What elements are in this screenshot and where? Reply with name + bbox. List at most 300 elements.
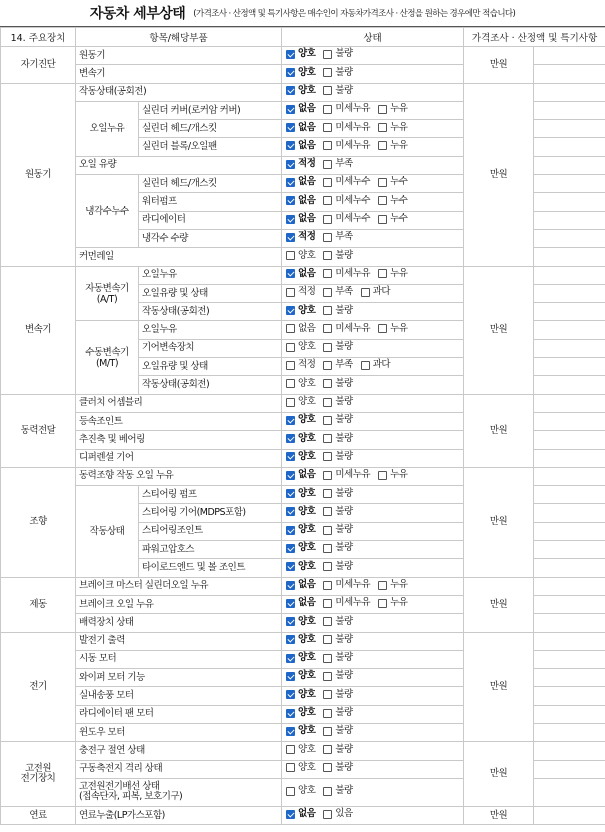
state-option[interactable] (286, 708, 315, 718)
checkbox-icon[interactable] (323, 787, 332, 796)
checked-checkbox-icon[interactable] (286, 123, 295, 132)
remarks-cell[interactable] (534, 229, 605, 247)
inspection-table (0, 27, 605, 825)
checkbox-icon[interactable] (323, 544, 332, 553)
state-option-label: 없음 (298, 121, 316, 133)
state-option[interactable] (361, 287, 390, 297)
state-option[interactable] (323, 49, 352, 59)
checkbox-icon[interactable] (286, 288, 295, 297)
remarks-cell[interactable] (534, 101, 605, 119)
state-option[interactable] (323, 434, 352, 444)
item-label: 연료누출(LP가스포함) (76, 806, 282, 824)
state-cell (282, 266, 464, 284)
remarks-cell[interactable] (534, 504, 605, 522)
state-option-label: 적정 (298, 286, 316, 298)
state-option[interactable] (286, 543, 315, 553)
state-option[interactable] (323, 452, 352, 462)
state-option[interactable] (323, 786, 352, 796)
remarks-cell[interactable] (534, 412, 605, 430)
price-cell[interactable]: 만원 (464, 394, 534, 467)
major-device-cell: 원동기 (1, 83, 76, 266)
state-option[interactable] (286, 635, 315, 645)
checkbox-icon[interactable] (286, 763, 295, 772)
major-device-cell: 동력전달 (1, 394, 76, 467)
state-option[interactable] (323, 543, 352, 553)
remarks-cell[interactable] (534, 742, 605, 760)
checkbox-icon[interactable] (323, 269, 332, 278)
checkbox-icon[interactable] (286, 745, 295, 754)
state-option[interactable] (378, 470, 407, 480)
state-option[interactable] (323, 708, 352, 718)
checked-checkbox-icon[interactable] (286, 526, 295, 535)
state-option[interactable] (286, 324, 315, 334)
state-option[interactable] (378, 123, 407, 133)
remarks-cell[interactable] (534, 358, 605, 376)
price-cell[interactable]: 만원 (464, 83, 534, 266)
item-label: 구동축전지 격리 상태 (76, 760, 282, 778)
state-option[interactable] (286, 232, 315, 242)
state-option-label: 불량 (335, 743, 353, 755)
price-cell[interactable]: 만원 (464, 632, 534, 742)
checkbox-icon[interactable] (286, 379, 295, 388)
remarks-cell[interactable] (534, 806, 605, 824)
item-label: 브레이크 오일 누유 (76, 595, 282, 613)
checked-checkbox-icon[interactable] (286, 68, 295, 77)
remarks-cell[interactable] (534, 211, 605, 229)
state-option-label: 양호 (298, 688, 316, 700)
remarks-cell[interactable] (534, 705, 605, 723)
checkbox-icon[interactable] (323, 196, 332, 205)
checkbox-icon[interactable] (323, 507, 332, 516)
remarks-cell[interactable] (534, 248, 605, 266)
price-cell[interactable]: 만원 (464, 742, 534, 807)
state-option-label: 불량 (335, 304, 353, 316)
state-option[interactable] (286, 159, 315, 169)
checkbox-icon[interactable] (323, 379, 332, 388)
checkbox-icon[interactable] (323, 690, 332, 699)
checkbox-icon[interactable] (323, 581, 332, 590)
checkbox-icon[interactable] (323, 105, 332, 114)
checkbox-icon[interactable] (286, 787, 295, 796)
state-option-label: 양호 (298, 560, 316, 572)
state-option[interactable] (286, 269, 315, 279)
state-option[interactable] (323, 360, 352, 370)
state-option[interactable] (378, 269, 407, 279)
state-cell (282, 284, 464, 302)
state-option[interactable] (378, 324, 407, 334)
checked-checkbox-icon[interactable] (286, 233, 295, 242)
state-option-label: 있음 (335, 808, 353, 820)
checked-checkbox-icon[interactable] (286, 599, 295, 608)
state-option[interactable] (323, 269, 370, 279)
remarks-cell[interactable] (534, 687, 605, 705)
checkbox-icon[interactable] (378, 215, 387, 224)
item-label: 커먼레일 (76, 248, 282, 266)
state-option[interactable] (323, 690, 352, 700)
state-option[interactable] (323, 251, 352, 261)
checkbox-icon[interactable] (323, 489, 332, 498)
state-option[interactable] (286, 196, 315, 206)
state-option[interactable] (378, 214, 407, 224)
remarks-cell[interactable] (534, 339, 605, 357)
checkbox-icon[interactable] (323, 654, 332, 663)
remarks-cell[interactable] (534, 449, 605, 467)
state-option[interactable] (323, 562, 352, 572)
checked-checkbox-icon[interactable] (286, 452, 295, 461)
remarks-cell[interactable] (534, 614, 605, 632)
state-option[interactable] (286, 726, 315, 736)
state-option[interactable] (286, 507, 315, 517)
state-option[interactable] (323, 397, 352, 407)
checkbox-icon[interactable] (323, 416, 332, 425)
checkbox-icon[interactable] (378, 141, 387, 150)
checkbox-icon[interactable] (361, 361, 370, 370)
state-option-label: 누유 (390, 139, 408, 151)
state-option[interactable] (286, 489, 315, 499)
state-option[interactable] (323, 232, 352, 242)
item-label: 타이로드엔드 및 볼 조인트 (139, 559, 282, 577)
checked-checkbox-icon[interactable] (286, 581, 295, 590)
state-option[interactable] (323, 580, 370, 590)
remarks-cell[interactable] (534, 65, 605, 83)
checked-checkbox-icon[interactable] (286, 215, 295, 224)
checked-checkbox-icon[interactable] (286, 178, 295, 187)
state-option[interactable] (286, 86, 315, 96)
remarks-cell[interactable] (534, 486, 605, 504)
state-option[interactable] (286, 379, 315, 389)
remarks-cell[interactable] (534, 632, 605, 650)
state-option-label: 양호 (298, 48, 316, 60)
checkbox-icon[interactable] (378, 105, 387, 114)
checkbox-icon[interactable] (378, 324, 387, 333)
remarks-cell[interactable] (534, 431, 605, 449)
checkbox-icon[interactable] (323, 178, 332, 187)
checked-checkbox-icon[interactable] (286, 489, 295, 498)
checkbox-icon[interactable] (323, 727, 332, 736)
state-option[interactable] (286, 397, 315, 407)
checkbox-icon[interactable] (323, 68, 332, 77)
state-option[interactable] (378, 141, 407, 151)
state-option[interactable] (323, 470, 370, 480)
state-option[interactable] (286, 415, 315, 425)
checkbox-icon[interactable] (323, 635, 332, 644)
checked-checkbox-icon[interactable] (286, 544, 295, 553)
checkbox-icon[interactable] (323, 160, 332, 169)
state-option[interactable] (323, 617, 352, 627)
state-cell (282, 687, 464, 705)
state-option[interactable] (286, 104, 315, 114)
major-device-cell: 조향 (1, 467, 76, 577)
checkbox-icon[interactable] (323, 306, 332, 315)
checkbox-icon[interactable] (323, 343, 332, 352)
checkbox-icon[interactable] (323, 50, 332, 59)
checkbox-icon[interactable] (286, 251, 295, 260)
state-option[interactable] (286, 306, 315, 316)
checked-checkbox-icon[interactable] (286, 727, 295, 736)
checkbox-icon[interactable] (378, 123, 387, 132)
checkbox-icon[interactable] (323, 434, 332, 443)
state-option[interactable] (286, 598, 315, 608)
state-option[interactable] (323, 635, 352, 645)
table-row (1, 394, 605, 412)
remarks-cell[interactable] (534, 321, 605, 339)
state-option[interactable] (286, 562, 315, 572)
state-option[interactable] (323, 104, 370, 114)
checked-checkbox-icon[interactable] (286, 196, 295, 205)
state-option-label: 누수 (390, 213, 408, 225)
checkbox-icon[interactable] (323, 745, 332, 754)
remarks-cell[interactable] (534, 760, 605, 778)
state-cell (282, 47, 464, 65)
state-option[interactable] (286, 287, 315, 297)
remarks-cell[interactable] (534, 394, 605, 412)
form-note: (가격조사 · 산정액 및 특기사항은 매수인이 자동차가격조사 · 산정을 원하는 경우에만 적습니다) (193, 9, 516, 19)
remarks-cell[interactable] (534, 138, 605, 156)
state-option-label: 불량 (335, 560, 353, 572)
state-option[interactable] (286, 470, 315, 480)
item-label: 디퍼렌셜 기어 (76, 449, 282, 467)
price-cell[interactable]: 만원 (464, 806, 534, 824)
state-option-label: 불량 (335, 414, 353, 426)
checkbox-icon[interactable] (323, 141, 332, 150)
checkbox-icon[interactable] (323, 215, 332, 224)
checkbox-icon[interactable] (378, 581, 387, 590)
state-option[interactable] (286, 177, 315, 187)
state-option[interactable] (286, 360, 315, 370)
state-option[interactable] (323, 196, 370, 206)
sub-group-cell: 수동변속기 (M/T) (76, 321, 139, 394)
remarks-cell[interactable] (534, 723, 605, 741)
checkbox-icon[interactable] (378, 599, 387, 608)
checkbox-icon[interactable] (323, 810, 332, 819)
state-option[interactable] (323, 306, 352, 316)
checked-checkbox-icon[interactable] (286, 617, 295, 626)
price-cell[interactable]: 만원 (464, 577, 534, 632)
state-option[interactable] (378, 580, 407, 590)
state-option[interactable] (323, 489, 352, 499)
checkbox-icon[interactable] (323, 526, 332, 535)
price-cell[interactable]: 만원 (464, 266, 534, 394)
checkbox-icon[interactable] (323, 251, 332, 260)
state-option[interactable] (323, 745, 352, 755)
item-label: 냉각수 수량 (139, 229, 282, 247)
major-device-cell: 고전원 전기장치 (1, 742, 76, 807)
state-option[interactable] (323, 653, 352, 663)
state-option[interactable] (323, 809, 352, 819)
checkbox-icon[interactable] (286, 398, 295, 407)
remarks-cell[interactable] (534, 467, 605, 485)
checkbox-icon[interactable] (323, 452, 332, 461)
state-option[interactable] (323, 671, 352, 681)
state-option[interactable] (378, 598, 407, 608)
state-option[interactable] (323, 598, 370, 608)
checkbox-icon[interactable] (361, 288, 370, 297)
state-option-label: 불량 (335, 48, 353, 60)
state-option[interactable] (286, 653, 315, 663)
state-cell (282, 650, 464, 668)
checkbox-icon[interactable] (378, 196, 387, 205)
item-label: 클러치 어셈블리 (76, 394, 282, 412)
checked-checkbox-icon[interactable] (286, 507, 295, 516)
remarks-cell[interactable] (534, 650, 605, 668)
remarks-cell[interactable] (534, 541, 605, 559)
state-cell (282, 120, 464, 138)
state-option-label: 양호 (298, 432, 316, 444)
state-option[interactable] (323, 141, 370, 151)
remarks-cell[interactable] (534, 577, 605, 595)
checked-checkbox-icon[interactable] (286, 562, 295, 571)
state-option[interactable] (378, 104, 407, 114)
state-option-label: 불량 (335, 615, 353, 627)
state-option[interactable] (286, 690, 315, 700)
remarks-cell[interactable] (534, 47, 605, 65)
checkbox-icon[interactable] (323, 709, 332, 718)
remarks-cell[interactable] (534, 778, 605, 806)
remarks-cell[interactable] (534, 559, 605, 577)
checked-checkbox-icon[interactable] (286, 635, 295, 644)
checkbox-icon[interactable] (323, 361, 332, 370)
checkbox-icon[interactable] (378, 269, 387, 278)
state-option[interactable] (286, 745, 315, 755)
checkbox-icon[interactable] (323, 288, 332, 297)
state-cell (282, 83, 464, 101)
state-option-label: 불량 (335, 396, 353, 408)
state-option[interactable] (323, 507, 352, 517)
remarks-cell[interactable] (534, 193, 605, 211)
state-option[interactable] (378, 177, 407, 187)
state-cell (282, 541, 464, 559)
state-option[interactable] (286, 786, 315, 796)
remarks-cell[interactable] (534, 284, 605, 302)
item-label: 오일유량 및 상태 (139, 358, 282, 376)
checkbox-icon[interactable] (378, 178, 387, 187)
checkbox-icon[interactable] (378, 471, 387, 480)
remarks-cell[interactable] (534, 266, 605, 284)
checked-checkbox-icon[interactable] (286, 141, 295, 150)
state-option[interactable] (323, 68, 352, 78)
state-option[interactable] (286, 68, 315, 78)
checked-checkbox-icon[interactable] (286, 306, 295, 315)
price-cell[interactable]: 만원 (464, 467, 534, 577)
checked-checkbox-icon[interactable] (286, 434, 295, 443)
checkbox-icon[interactable] (323, 562, 332, 571)
remarks-cell[interactable] (534, 669, 605, 687)
state-option[interactable] (323, 287, 352, 297)
state-option[interactable] (361, 360, 390, 370)
remarks-cell[interactable] (534, 522, 605, 540)
state-cell (282, 394, 464, 412)
state-option[interactable] (286, 123, 315, 133)
checked-checkbox-icon[interactable] (286, 654, 295, 663)
major-device-cell: 전기 (1, 632, 76, 742)
state-cell (282, 522, 464, 540)
remarks-cell[interactable] (534, 376, 605, 394)
state-option[interactable] (286, 809, 315, 819)
state-option[interactable] (286, 525, 315, 535)
checkbox-icon[interactable] (286, 324, 295, 333)
state-option[interactable] (286, 763, 315, 773)
checkbox-icon[interactable] (323, 324, 332, 333)
checkbox-icon[interactable] (323, 599, 332, 608)
checkbox-icon[interactable] (323, 86, 332, 95)
state-cell (282, 412, 464, 430)
state-option[interactable] (286, 580, 315, 590)
state-cell (282, 632, 464, 650)
item-label: 라디에이터 (139, 211, 282, 229)
checked-checkbox-icon[interactable] (286, 810, 295, 819)
state-option[interactable] (323, 415, 352, 425)
state-option[interactable] (323, 525, 352, 535)
checkbox-icon[interactable] (323, 617, 332, 626)
state-option[interactable] (323, 342, 352, 352)
remarks-cell[interactable] (534, 303, 605, 321)
state-option[interactable] (323, 159, 352, 169)
state-option-label: 부족 (335, 286, 353, 298)
state-option[interactable] (286, 452, 315, 462)
checkbox-icon[interactable] (323, 398, 332, 407)
checkbox-icon[interactable] (286, 361, 295, 370)
checkbox-icon[interactable] (323, 763, 332, 772)
state-option[interactable] (323, 214, 370, 224)
remarks-cell[interactable] (534, 120, 605, 138)
state-option[interactable] (323, 177, 370, 187)
checked-checkbox-icon[interactable] (286, 690, 295, 699)
state-option[interactable] (378, 196, 407, 206)
checkbox-icon[interactable] (286, 343, 295, 352)
state-option[interactable] (286, 434, 315, 444)
state-option[interactable] (323, 324, 370, 334)
checked-checkbox-icon[interactable] (286, 160, 295, 169)
state-option[interactable] (286, 251, 315, 261)
state-option-label: 미세누유 (335, 267, 371, 279)
state-option[interactable] (286, 671, 315, 681)
state-option[interactable] (323, 379, 352, 389)
checked-checkbox-icon[interactable] (286, 50, 295, 59)
checkbox-icon[interactable] (323, 672, 332, 681)
state-option[interactable] (286, 617, 315, 627)
state-option[interactable] (286, 342, 315, 352)
item-label: 배력장치 상태 (76, 614, 282, 632)
state-option[interactable] (323, 726, 352, 736)
checked-checkbox-icon[interactable] (286, 269, 295, 278)
checked-checkbox-icon[interactable] (286, 672, 295, 681)
remarks-cell[interactable] (534, 83, 605, 101)
state-option[interactable] (323, 763, 352, 773)
remarks-cell[interactable] (534, 156, 605, 174)
state-option[interactable] (323, 86, 352, 96)
checked-checkbox-icon[interactable] (286, 471, 295, 480)
remarks-cell[interactable] (534, 595, 605, 613)
state-option[interactable] (286, 214, 315, 224)
remarks-cell[interactable] (534, 175, 605, 193)
state-option[interactable] (286, 49, 315, 59)
item-label: 오일누유 (139, 266, 282, 284)
state-option[interactable] (323, 123, 370, 133)
state-cell (282, 614, 464, 632)
checked-checkbox-icon[interactable] (286, 709, 295, 718)
checkbox-icon[interactable] (323, 233, 332, 242)
item-label: 실내송풍 모터 (76, 687, 282, 705)
price-cell[interactable]: 만원 (464, 47, 534, 84)
checked-checkbox-icon[interactable] (286, 86, 295, 95)
item-label: 실린더 블록/오일팬 (139, 138, 282, 156)
checked-checkbox-icon[interactable] (286, 416, 295, 425)
state-option[interactable] (286, 141, 315, 151)
checkbox-icon[interactable] (323, 123, 332, 132)
table-row (1, 83, 605, 101)
checkbox-icon[interactable] (323, 471, 332, 480)
checked-checkbox-icon[interactable] (286, 105, 295, 114)
